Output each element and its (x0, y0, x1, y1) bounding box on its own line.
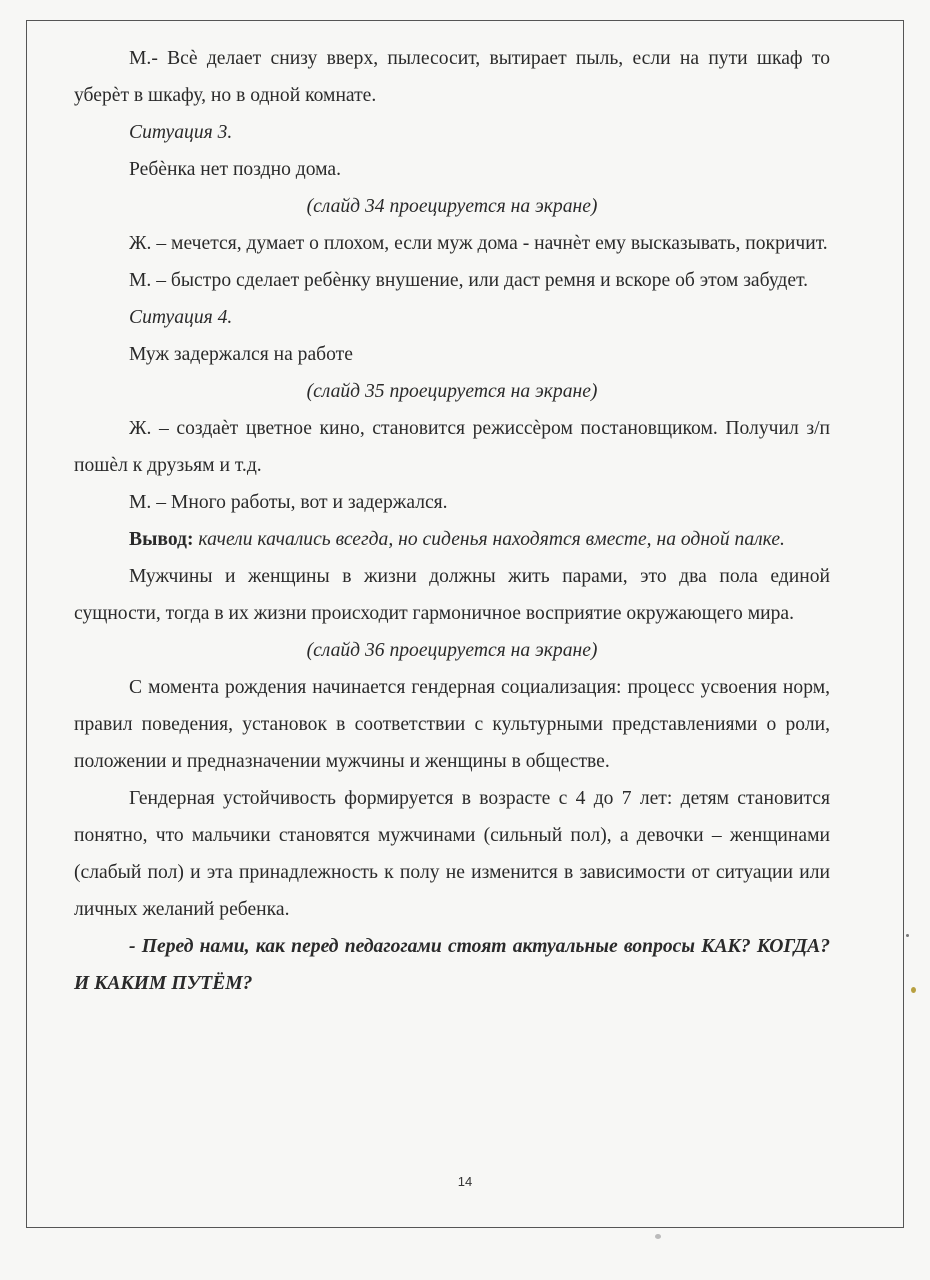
slide-note-36: (слайд 36 проецируется на экране) (306, 640, 598, 661)
paragraph-gender-socialization: С момента рождения начинается гендерная социализация: процесс усвоения норм, правил поведения, установок в соответствии с культурными представлениями о роли, положении и предназначении мужчины и женщины в обществе. (74, 677, 830, 772)
conclusion-label: Вывод: (129, 529, 194, 550)
paragraph-male-reaction-child: М. – быстро сделает ребѐнку внушение, или даст ремня и вскоре об этом забудет. (129, 270, 809, 291)
paragraph-female-reaction-husband: Ж. – создаѐт цветное кино, становится режиссѐром постановщиком. Получил з/п пошѐл к друзьям и т.д. (74, 418, 830, 476)
slide-note-35: (слайд 35 проецируется на экране) (306, 381, 598, 402)
paragraph-male-cleaning: М.- Всѐ делает снизу вверх, пылесосит, вытирает пыль, если на пути шкаф то уберѐт в шкафу, но в одной комнате. (74, 48, 830, 106)
paragraph-pairs: Мужчины и женщины в жизни должны жить парами, это два пола единой сущности, тогда в их жизни происходит гармоничное восприятие окружающего мира. (74, 566, 830, 624)
conclusion-text: качели качались всегда, но сиденья находятся вместе, на одной палке. (198, 529, 785, 550)
paragraph-gender-stability: Гендерная устойчивость формируется в возрасте с 4 до 7 лет: детям становится понятно, что мальчики становятся мужчинами (сильный пол), а девочки – женщинами (слабый пол) и эта принадлежность к полу не изменится в зависимости от ситуации или личных желаний ребенка. (74, 788, 830, 920)
scan-speck (906, 934, 909, 937)
paragraph-child-late: Ребѐнка нет поздно дома. (129, 159, 342, 180)
scan-speck (655, 1234, 661, 1239)
heading-situation-4: Ситуация 4. (129, 307, 233, 328)
page-number: 14 (457, 1174, 473, 1189)
paragraph-conclusion (74, 521, 830, 558)
document-body (74, 40, 830, 1002)
paragraph-key-questions: - Перед нами, как перед педагогами стоят актуальные вопросы КАК? КОГДА? И КАКИМ ПУТЁМ? (74, 936, 830, 994)
paragraph-husband-late: Муж задержался на работе (129, 344, 353, 365)
scan-speck (911, 987, 916, 993)
paragraph-male-reaction-work: М. – Много работы, вот и задержался. (129, 492, 448, 513)
heading-situation-3: Ситуация 3. (129, 122, 233, 143)
slide-note-34: (слайд 34 проецируется на экране) (306, 196, 598, 217)
paragraph-female-reaction-child: Ж. – мечется, думает о плохом, если муж дома - начнѐт ему высказывать, покричит. (129, 233, 828, 254)
